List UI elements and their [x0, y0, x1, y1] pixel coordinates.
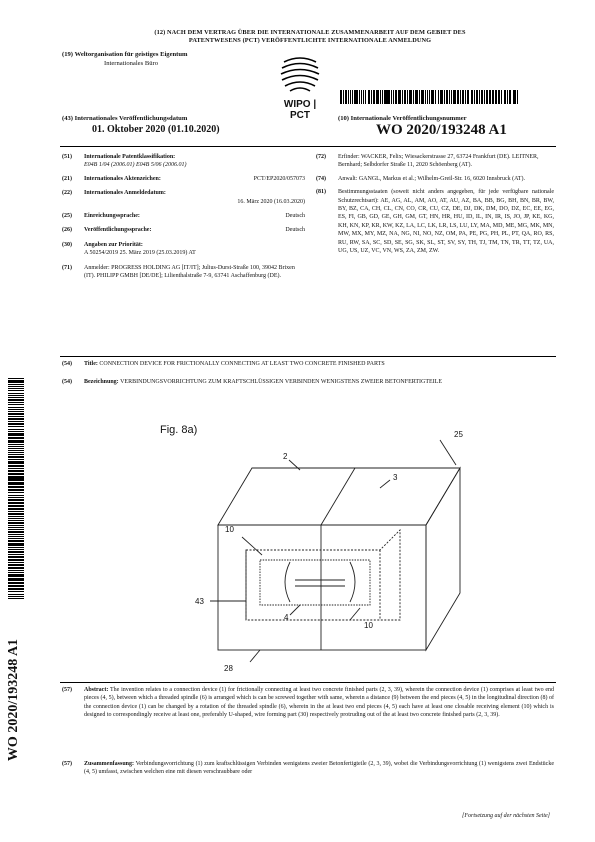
- barcode-bar: [8, 586, 24, 587]
- barcode-bar: [8, 476, 24, 477]
- barcode-bar: [495, 90, 497, 104]
- barcode-bar: [8, 459, 24, 460]
- barcode-bar: [8, 487, 24, 488]
- barcode-bar: [8, 575, 24, 576]
- barcode-bar: [8, 440, 24, 441]
- barcode-bar: [8, 527, 24, 528]
- barcode-bar: [476, 90, 478, 104]
- fig-label-2: 2: [283, 452, 288, 461]
- side-barcode: [8, 378, 24, 608]
- barcode-bar: [8, 564, 24, 566]
- barcode-bar: [8, 479, 24, 480]
- barcode-bar: [8, 404, 24, 405]
- barcode-bar: [373, 90, 375, 104]
- barcode-bar: [8, 390, 24, 392]
- barcode-bar: [8, 431, 24, 433]
- header-line-2: PATENTWESENS (PCT) VERÖFFENTLICHTE INTERNATIONALE ANMELDUNG: [188, 37, 432, 44]
- barcode-bar: [8, 489, 24, 491]
- barcode-bar: [8, 395, 24, 396]
- barcode-bar: [413, 90, 415, 104]
- barcode-bar: [422, 90, 424, 104]
- barcode-bar: [8, 583, 24, 584]
- barcode-bar: [8, 557, 24, 558]
- barcode-bar: [391, 90, 392, 104]
- barcode-bar: [8, 596, 24, 597]
- barcode-bar: [365, 90, 367, 104]
- barcode-bar: [498, 90, 500, 104]
- barcode-bar: [354, 90, 356, 104]
- barcode-bar: [8, 594, 24, 596]
- barcode-bar: [8, 492, 24, 494]
- barcode-bar: [467, 90, 469, 104]
- barcode-bar: [446, 90, 448, 104]
- barcode-bar: [8, 513, 24, 515]
- barcode-bar: [8, 378, 24, 379]
- barcode-bar: [346, 90, 347, 104]
- divider-top: [60, 146, 556, 147]
- barcode-bar: [8, 572, 24, 573]
- barcode-bar: [363, 90, 365, 104]
- barcode-bar: [8, 471, 24, 472]
- barcode-bar: [356, 90, 358, 104]
- barcode-bar: [481, 90, 483, 104]
- barcode-bar: [377, 90, 379, 104]
- wipo-globe-icon: [276, 52, 324, 96]
- barcode-bar: [8, 381, 24, 383]
- barcode-bar: [348, 90, 350, 104]
- field-30: (30) Angaben zur Priorität: A 50254/2019 25. März 2019 (25.03.2019) AT: [62, 241, 196, 257]
- left-fields: [62, 153, 305, 280]
- barcode-bar: [8, 591, 24, 593]
- barcode-bar: [416, 90, 418, 104]
- barcode-bar: [8, 551, 24, 553]
- barcode-bar: [8, 423, 24, 424]
- barcode-bar: [474, 90, 475, 104]
- right-fields: [316, 153, 554, 255]
- barcode-bar: [8, 502, 24, 504]
- barcode-bar: [8, 426, 24, 428]
- wipo-logo: [276, 52, 324, 121]
- field-51: (51) Internationale Patentklassifikation: E04B 1/04 (2006.01) E04B 5/06 (2006.01): [62, 154, 187, 169]
- title-en: (54) Title: CONNECTION DEVICE FOR FRICTIONALLY CONNECTING AT LEAST TWO CONCRETE FINISHED PARTS: [62, 361, 385, 367]
- pubdate-block: [62, 115, 282, 124]
- barcode-bar: [441, 90, 443, 104]
- barcode-bar: [435, 90, 437, 104]
- barcode-bar: [384, 90, 385, 104]
- barcode-bar: [8, 416, 24, 418]
- barcode-bar: [404, 90, 406, 104]
- barcode-bar: [388, 90, 390, 104]
- barcode-bar: [395, 90, 397, 104]
- field-72: (72) Erfinder: WACKER, Felix; Wiesackerstrasse 27, 63724 Frankfurt (DE). LEITNER, Bernhard; Selbdorfer Straße 11, 2020 Schöenberg (AT).: [316, 154, 539, 169]
- barcode-bar: [8, 562, 24, 563]
- fig-label-10b: 10: [364, 621, 373, 630]
- top-barcode: [340, 90, 550, 104]
- barcode-bar: [8, 544, 24, 546]
- fig-label-10a: 10: [225, 525, 234, 534]
- abstract-de: (57) Zusammenfassung: Verbindungsvorrichtung (1) zum kraftschlüssigen Verbinden wenigstens zweier Betonfertigteile (2, 3, 39), wobei die Verbindungsvorrichtung (1) wenigstens zwei Endstücke (4, 5) umfasst, zwischen welchen eine mit diesen verschraubbare oder: [62, 761, 554, 776]
- barcode-bar: [425, 90, 427, 104]
- barcode-bar: [479, 90, 481, 104]
- barcode-bar: [8, 554, 24, 555]
- barcode-bar: [399, 90, 401, 104]
- field-22: (22) Internationales Anmeldedatum: 16. März 2020 (16.03.2020): [62, 190, 305, 205]
- barcode-bar: [8, 511, 24, 513]
- barcode-bar: [462, 90, 464, 104]
- barcode-bar: [8, 523, 24, 524]
- barcode-bar: [8, 559, 24, 561]
- pubdate-value: 01. Oktober 2020 (01.10.2020): [92, 124, 220, 135]
- field-74: (74) Anwalt: GANGL, Markus et al.; Wilhelm-Greil-Str. 16, 6020 Innsbruck (AT).: [316, 175, 525, 182]
- figure-caption: Fig. 8a): [160, 424, 198, 436]
- barcode-bar: [8, 588, 24, 590]
- barcode-bar: [8, 435, 24, 436]
- barcode-bar: [8, 540, 24, 542]
- barcode-bar: [8, 441, 24, 443]
- abstract-en: (57) Abstract: The invention relates to a connection device (1) for frictionally connecting at least two concrete finished parts (2, 3, 39), wherein the connection device (1) comprises at least two end pieces (4, 5), between which a threaded spindle (6) is arranged which is can be screwed together with same, wherein a distance (9) between the end pieces (4, 5) in the longitudinal direction (8) of the connection device (1) can be changed by a rotation of the threaded spindle (6), wherein in the at least two end pieces (4, 5) each have at least one closable receiving element (10) which is designed to correspondingly receive at least one, preferably U-shaped, wire forming part (30) respectively protruding out of the at least two concrete finished parts (2, 3, 39).: [62, 687, 554, 719]
- barcode-bar: [8, 462, 24, 464]
- divider-title: [60, 356, 556, 357]
- barcode-bar: [8, 473, 24, 475]
- barcode-bar: [8, 499, 24, 501]
- barcode-bar: [8, 465, 24, 467]
- barcode-bar: [501, 90, 503, 104]
- barcode-bar: [340, 90, 342, 104]
- field-26: (26) Veröffentlichungssprache: Deutsch: [62, 227, 305, 234]
- figure-drawing: [150, 430, 560, 680]
- title-de: (54) Bezeichnung: VERBINDUNGSVORRICHTUNG ZUM KRAFTSCHLÜSSIGEN VERBINDEN WENIGSTENS ZWEIER BETONFERTIGTEILE: [62, 379, 443, 385]
- barcode-bar: [398, 90, 399, 104]
- org-name: Weltorganisation für geistiges Eigentum: [74, 51, 188, 58]
- barcode-bar: [454, 90, 456, 104]
- barcode-bar: [489, 90, 491, 104]
- barcode-bar: [8, 508, 24, 510]
- pubnum-label: Internationale Veröffentlichungsnummer: [350, 115, 467, 122]
- pubnum-value: WO 2020/193248 A1: [376, 122, 507, 138]
- barcode-bar: [8, 598, 24, 599]
- barcode-bar: [8, 413, 24, 415]
- barcode-bar: [8, 579, 24, 581]
- header-line-1: (12) NACH DEM VERTRAG ÜBER DIE INTERNATIONALE ZUSAMMENARBEIT AUF DEM GEBIET DES: [154, 29, 466, 36]
- wipo-logo-text: WIPO | PCT: [283, 99, 317, 121]
- barcode-bar: [431, 90, 433, 104]
- barcode-bar: [8, 448, 24, 449]
- barcode-bar: [8, 497, 24, 498]
- pubnum-code: (10): [338, 115, 349, 122]
- org-code: (19): [62, 51, 73, 58]
- fig-label-4: 4: [284, 613, 289, 622]
- barcode-bar: [359, 90, 360, 104]
- barcode-bar: [8, 570, 24, 572]
- barcode-bar: [8, 520, 24, 521]
- pubdate-label: Internationales Veröffentlichungsdatum: [74, 115, 188, 122]
- barcode-bar: [514, 90, 516, 104]
- barcode-bar: [8, 402, 24, 404]
- barcode-bar: [438, 90, 440, 104]
- barcode-bar: [487, 90, 488, 104]
- barcode-bar: [8, 468, 24, 469]
- divider-abstract: [60, 682, 556, 683]
- fig-label-25: 25: [454, 430, 463, 439]
- org-sub: Internationales Büro: [104, 59, 159, 67]
- barcode-bar: [449, 90, 450, 104]
- barcode-bar: [504, 90, 506, 104]
- barcode-bar: [8, 399, 24, 401]
- barcode-bar: [352, 90, 353, 104]
- barcode-bar: [460, 90, 461, 104]
- barcode-bar: [8, 386, 24, 387]
- barcode-bar: [8, 531, 24, 533]
- barcode-bar: [8, 456, 24, 457]
- pubdate-code: (43): [62, 115, 73, 122]
- barcode-bar: [8, 549, 24, 550]
- field-21: (21) Internationales Aktenzeichen: PCT/EP2020/057073: [62, 175, 305, 182]
- barcode-bar: [509, 90, 511, 104]
- footer-continuation: [Fortsetzung auf der nächsten Seite]: [462, 813, 550, 819]
- field-71: (71) Anmelder: PROGRESS HOLDING AG [IT/IT]; Julius-Durst-Straße 100, 39042 Brixen (IT). PHILIPP GMBH [DE/DE]; Lilienthalstraße 7-9, 63741 Aschaffenburg (DE).: [62, 264, 295, 280]
- fig-label-3: 3: [393, 473, 398, 482]
- barcode-bar: [385, 90, 387, 104]
- barcode-bar: [8, 437, 24, 439]
- barcode-bar: [8, 418, 24, 420]
- barcode-bar: [8, 536, 24, 537]
- barcode-bar: [369, 90, 371, 104]
- barcode-bar: [410, 90, 412, 104]
- barcode-bar: [8, 483, 24, 485]
- barcode-bar: [517, 90, 518, 104]
- barcode-bar: [8, 567, 24, 569]
- barcode-bar: [8, 452, 24, 453]
- barcode-bar: [472, 90, 474, 104]
- fig-label-28: 28: [224, 664, 233, 673]
- barcode-bar: [429, 90, 430, 104]
- barcode-bar: [493, 90, 494, 104]
- field-81: (81) Bestimmungsstaaten (soweit nicht anders angegeben, für jede verfügbare nationale Schutzrechtsart): AE, AG, AL, AM, AO, AT, AU, AZ, BA, BB, BG, BH, BN, BR, BW, BY, BZ, CA, CH, CL, CN, CO, CR, CU, CZ, DE, DJ, DK, DM, DO, DZ, EC, EE, EG, ES, FI, GB, GD, GE, GH, GM, GT, HN, HR, HU, ID, IL, IN, IR, IS, JO, JP, KE, KG, KH, KN, KP, KR, KW, KZ, LA, LC, LK, LR, LS, LU, LY, MA, MD, ME, MG, MK, MN, MW, MX, MY, MZ, NA, NG, NI, NO, NZ, OM, PA, PE, PG, PH, PL, PT, QA, RO, RS, RU, RW, SA, SC, SD, SE, SG, SK, SL, ST, SV, SY, TH, TJ, TM, TN, TR, TT, TZ, UA, UG, US, UZ, VC, VN, WS, ZA, ZM, ZW.: [316, 189, 554, 255]
- barcode-bar: [507, 90, 509, 104]
- field-25: (25) Einreichungssprache: Deutsch: [62, 213, 305, 220]
- barcode-bar: [8, 495, 24, 497]
- barcode-bar: [371, 90, 372, 104]
- barcode-bar: [8, 444, 24, 445]
- org-block: [62, 51, 262, 68]
- barcode-bar: [8, 506, 24, 507]
- barcode-bar: [8, 409, 24, 411]
- side-pubnum: WO 2020/193248 A1: [6, 638, 21, 762]
- barcode-bar: [8, 516, 24, 517]
- fig-label-43: 43: [195, 597, 204, 606]
